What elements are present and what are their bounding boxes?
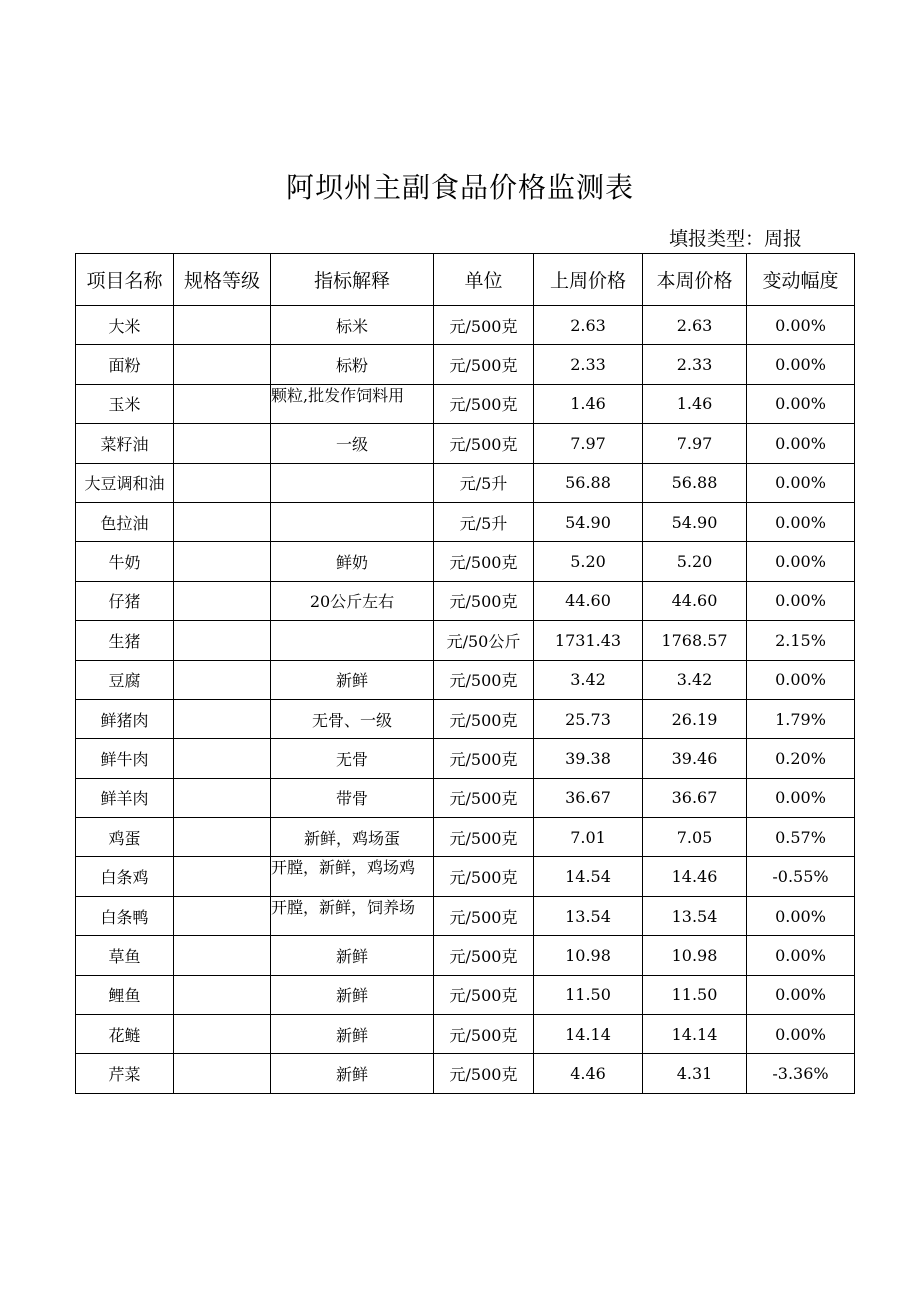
this-week-price-cell: 4.31 bbox=[643, 1054, 747, 1093]
last-week-price-cell: 36.67 bbox=[534, 778, 643, 817]
description-cell: 新鲜 bbox=[271, 936, 434, 975]
change-cell: 0.00% bbox=[747, 424, 855, 463]
last-week-price-cell: 2.63 bbox=[534, 306, 643, 345]
table-header-row bbox=[76, 254, 855, 306]
unit-cell: 元/500克 bbox=[434, 345, 534, 384]
description-cell: 新鲜 bbox=[271, 1054, 434, 1093]
this-week-price-cell: 26.19 bbox=[643, 699, 747, 738]
grade-cell bbox=[174, 581, 271, 620]
unit-cell: 元/500克 bbox=[434, 581, 534, 620]
description-cell bbox=[271, 621, 434, 660]
this-week-price-cell: 14.46 bbox=[643, 857, 747, 896]
item-name-cell: 花鲢 bbox=[76, 1015, 174, 1054]
table-row bbox=[76, 896, 855, 935]
last-week-price-cell: 1731.43 bbox=[534, 621, 643, 660]
header-item-name: 项目名称 bbox=[76, 254, 174, 306]
last-week-price-cell: 13.54 bbox=[534, 896, 643, 935]
unit-cell: 元/500克 bbox=[434, 1054, 534, 1093]
last-week-price-cell: 14.54 bbox=[534, 857, 643, 896]
unit-cell: 元/500克 bbox=[434, 778, 534, 817]
this-week-price-cell: 36.67 bbox=[643, 778, 747, 817]
last-week-price-cell: 14.14 bbox=[534, 1015, 643, 1054]
this-week-price-cell: 13.54 bbox=[643, 896, 747, 935]
unit-cell: 元/50公斤 bbox=[434, 621, 534, 660]
this-week-price-cell: 5.20 bbox=[643, 542, 747, 581]
last-week-price-cell: 56.88 bbox=[534, 463, 643, 502]
description-cell: 无骨、一级 bbox=[271, 699, 434, 738]
this-week-price-cell: 44.60 bbox=[643, 581, 747, 620]
unit-cell: 元/500克 bbox=[434, 660, 534, 699]
last-week-price-cell: 7.97 bbox=[534, 424, 643, 463]
table-row bbox=[76, 818, 855, 857]
change-cell: 0.00% bbox=[747, 1015, 855, 1054]
last-week-price-cell: 7.01 bbox=[534, 818, 643, 857]
unit-cell: 元/5升 bbox=[434, 463, 534, 502]
change-cell: 0.00% bbox=[747, 936, 855, 975]
table-row bbox=[76, 660, 855, 699]
description-cell bbox=[271, 896, 434, 935]
table-row bbox=[76, 621, 855, 660]
unit-cell: 元/500克 bbox=[434, 896, 534, 935]
table-row bbox=[76, 581, 855, 620]
description-cell: 鲜奶 bbox=[271, 542, 434, 581]
change-cell: 0.00% bbox=[747, 502, 855, 541]
item-name-cell: 仔猪 bbox=[76, 581, 174, 620]
this-week-price-cell: 54.90 bbox=[643, 502, 747, 541]
unit-cell: 元/500克 bbox=[434, 699, 534, 738]
this-week-price-cell: 14.14 bbox=[643, 1015, 747, 1054]
change-cell: 0.00% bbox=[747, 345, 855, 384]
table-row bbox=[76, 1015, 855, 1054]
last-week-price-cell: 5.20 bbox=[534, 542, 643, 581]
item-name-cell: 豆腐 bbox=[76, 660, 174, 699]
last-week-price-cell: 25.73 bbox=[534, 699, 643, 738]
change-cell: 0.00% bbox=[747, 975, 855, 1014]
table-row bbox=[76, 1054, 855, 1093]
description-cell: 新鲜 bbox=[271, 660, 434, 699]
item-name-cell: 鲜猪肉 bbox=[76, 699, 174, 738]
unit-cell: 元/500克 bbox=[434, 306, 534, 345]
unit-cell: 元/500克 bbox=[434, 975, 534, 1014]
change-cell: 0.00% bbox=[747, 581, 855, 620]
change-cell: 0.00% bbox=[747, 778, 855, 817]
item-name-cell: 鲜牛肉 bbox=[76, 739, 174, 778]
grade-cell bbox=[174, 502, 271, 541]
last-week-price-cell: 10.98 bbox=[534, 936, 643, 975]
last-week-price-cell: 3.42 bbox=[534, 660, 643, 699]
price-monitoring-table bbox=[75, 253, 855, 1094]
grade-cell bbox=[174, 936, 271, 975]
unit-cell: 元/500克 bbox=[434, 857, 534, 896]
header-last-week-price: 上周价格 bbox=[534, 254, 643, 306]
this-week-price-cell: 39.46 bbox=[643, 739, 747, 778]
description-cell: 新鲜，鸡场蛋 bbox=[271, 818, 434, 857]
table-row bbox=[76, 975, 855, 1014]
description-text: 颗粒,批发作饲料用 bbox=[271, 386, 405, 405]
table-row bbox=[76, 739, 855, 778]
item-name-cell: 草鱼 bbox=[76, 936, 174, 975]
description-cell bbox=[271, 463, 434, 502]
header-grade: 规格等级 bbox=[174, 254, 271, 306]
description-cell: 一级 bbox=[271, 424, 434, 463]
table-body bbox=[76, 306, 855, 1094]
grade-cell bbox=[174, 778, 271, 817]
this-week-price-cell: 2.33 bbox=[643, 345, 747, 384]
this-week-price-cell: 7.97 bbox=[643, 424, 747, 463]
change-cell: 0.00% bbox=[747, 660, 855, 699]
change-cell: 2.15% bbox=[747, 621, 855, 660]
change-cell: 0.00% bbox=[747, 306, 855, 345]
unit-cell: 元/500克 bbox=[434, 818, 534, 857]
item-name-cell: 大米 bbox=[76, 306, 174, 345]
this-week-price-cell: 10.98 bbox=[643, 936, 747, 975]
description-cell: 无骨 bbox=[271, 739, 434, 778]
item-name-cell: 芹菜 bbox=[76, 1054, 174, 1093]
change-cell: 0.57% bbox=[747, 818, 855, 857]
change-cell: -3.36% bbox=[747, 1054, 855, 1093]
header-this-week-price: 本周价格 bbox=[643, 254, 747, 306]
last-week-price-cell: 4.46 bbox=[534, 1054, 643, 1093]
table-row bbox=[76, 542, 855, 581]
item-name-cell: 牛奶 bbox=[76, 542, 174, 581]
unit-cell: 元/500克 bbox=[434, 384, 534, 423]
header-change: 变动幅度 bbox=[747, 254, 855, 306]
table-row bbox=[76, 345, 855, 384]
this-week-price-cell: 1768.57 bbox=[643, 621, 747, 660]
table-row bbox=[76, 502, 855, 541]
item-name-cell: 鲜羊肉 bbox=[76, 778, 174, 817]
header-description: 指标解释 bbox=[271, 254, 434, 306]
change-cell: 0.00% bbox=[747, 542, 855, 581]
description-cell: 新鲜 bbox=[271, 1015, 434, 1054]
header-unit: 单位 bbox=[434, 254, 534, 306]
table-row bbox=[76, 857, 855, 896]
unit-cell: 元/500克 bbox=[434, 936, 534, 975]
table-row bbox=[76, 384, 855, 423]
this-week-price-cell: 2.63 bbox=[643, 306, 747, 345]
last-week-price-cell: 1.46 bbox=[534, 384, 643, 423]
grade-cell bbox=[174, 857, 271, 896]
grade-cell bbox=[174, 896, 271, 935]
table-row bbox=[76, 306, 855, 345]
description-cell bbox=[271, 502, 434, 541]
change-cell: 0.20% bbox=[747, 739, 855, 778]
item-name-cell: 鲤鱼 bbox=[76, 975, 174, 1014]
table-row bbox=[76, 699, 855, 738]
grade-cell bbox=[174, 1054, 271, 1093]
this-week-price-cell: 11.50 bbox=[643, 975, 747, 1014]
grade-cell bbox=[174, 739, 271, 778]
description-cell: 标米 bbox=[271, 306, 434, 345]
item-name-cell: 色拉油 bbox=[76, 502, 174, 541]
this-week-price-cell: 1.46 bbox=[643, 384, 747, 423]
item-name-cell: 玉米 bbox=[76, 384, 174, 423]
description-cell: 新鲜 bbox=[271, 975, 434, 1014]
grade-cell bbox=[174, 384, 271, 423]
item-name-cell: 菜籽油 bbox=[76, 424, 174, 463]
grade-cell bbox=[174, 1015, 271, 1054]
description-cell: 20公斤左右 bbox=[271, 581, 434, 620]
last-week-price-cell: 11.50 bbox=[534, 975, 643, 1014]
unit-cell: 元/500克 bbox=[434, 739, 534, 778]
item-name-cell: 面粉 bbox=[76, 345, 174, 384]
grade-cell bbox=[174, 306, 271, 345]
grade-cell bbox=[174, 660, 271, 699]
description-cell bbox=[271, 384, 434, 423]
this-week-price-cell: 3.42 bbox=[643, 660, 747, 699]
grade-cell bbox=[174, 463, 271, 502]
change-cell: 0.00% bbox=[747, 896, 855, 935]
table-row bbox=[76, 424, 855, 463]
unit-cell: 元/5升 bbox=[434, 502, 534, 541]
grade-cell bbox=[174, 975, 271, 1014]
report-type-label: 填报类型：周报 bbox=[668, 228, 802, 250]
grade-cell bbox=[174, 621, 271, 660]
description-cell: 带骨 bbox=[271, 778, 434, 817]
description-cell bbox=[271, 857, 434, 896]
description-cell: 标粉 bbox=[271, 345, 434, 384]
unit-cell: 元/500克 bbox=[434, 1015, 534, 1054]
page-title: 阿坝州主副食品价格监测表 bbox=[285, 171, 634, 204]
table-row bbox=[76, 463, 855, 502]
item-name-cell: 白条鸭 bbox=[76, 896, 174, 935]
unit-cell: 元/500克 bbox=[434, 542, 534, 581]
item-name-cell: 白条鸡 bbox=[76, 857, 174, 896]
grade-cell bbox=[174, 818, 271, 857]
last-week-price-cell: 39.38 bbox=[534, 739, 643, 778]
grade-cell bbox=[174, 542, 271, 581]
change-cell: -0.55% bbox=[747, 857, 855, 896]
change-cell: 0.00% bbox=[747, 463, 855, 502]
description-text: 开膛，新鲜，鸡场鸡 bbox=[271, 859, 416, 878]
last-week-price-cell: 2.33 bbox=[534, 345, 643, 384]
this-week-price-cell: 56.88 bbox=[643, 463, 747, 502]
item-name-cell: 大豆调和油 bbox=[76, 463, 174, 502]
item-name-cell: 鸡蛋 bbox=[76, 818, 174, 857]
change-cell: 0.00% bbox=[747, 384, 855, 423]
grade-cell bbox=[174, 424, 271, 463]
description-text: 开膛，新鲜，饲养场 bbox=[271, 898, 416, 917]
change-cell: 1.79% bbox=[747, 699, 855, 738]
last-week-price-cell: 44.60 bbox=[534, 581, 643, 620]
grade-cell bbox=[174, 345, 271, 384]
grade-cell bbox=[174, 699, 271, 738]
table-row bbox=[76, 936, 855, 975]
unit-cell: 元/500克 bbox=[434, 424, 534, 463]
last-week-price-cell: 54.90 bbox=[534, 502, 643, 541]
table-row bbox=[76, 778, 855, 817]
item-name-cell: 生猪 bbox=[76, 621, 174, 660]
this-week-price-cell: 7.05 bbox=[643, 818, 747, 857]
